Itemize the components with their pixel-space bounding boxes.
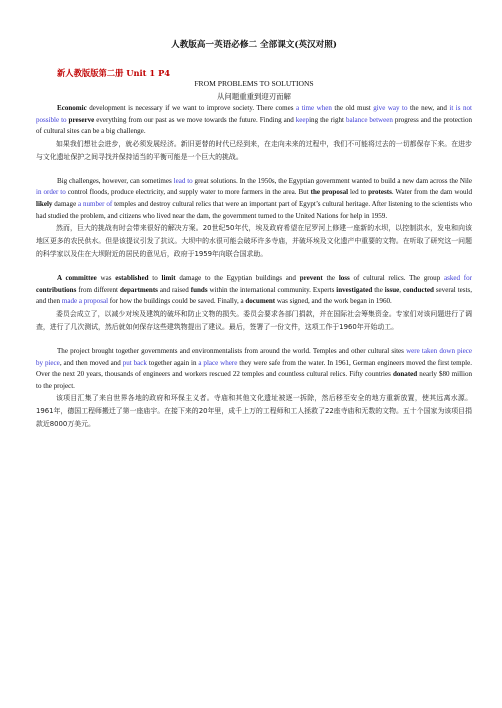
text-run: Big challenges, however, can sometimes <box>57 176 174 185</box>
paragraph-3-chinese: 委员会成立了，以减少对埃及建筑的破坏和防止文物的损失。委员会要求各部门捐款，并在国际社会筹集资金。专家们对该问题进行了调查，进行了几次测试，然后就如何保存这些建筑物提出了建议。最后，签署了一份文件，这项工作于1960年开始动工。 <box>36 309 472 331</box>
paragraph-3-english <box>36 273 472 308</box>
text-run: was <box>96 274 116 283</box>
bold-term: funds <box>190 285 208 294</box>
highlighted-phrase: lead to <box>173 176 193 185</box>
text-run: led to <box>348 188 369 197</box>
bold-term: Economic <box>57 104 87 112</box>
document-title: 人教版高一英语必修二 全部课文(英汉对照) <box>171 40 337 50</box>
text-run: progress and the protection of cultural sites can be a big challenge. <box>36 115 473 136</box>
text-run: control floods, produce electricity, and supply water to more farmers in the area. But <box>65 188 311 197</box>
text-run: the <box>372 285 385 294</box>
highlighted-phrase: balance between <box>345 115 393 124</box>
text-run: nearly $80 million to the project. <box>36 370 472 390</box>
bold-term: issue <box>384 285 400 294</box>
text-run: was signed, and the work began in 1960. <box>275 297 392 306</box>
bold-term: document <box>245 297 276 306</box>
text-run: , <box>399 285 403 294</box>
text-run: , and then moved and <box>59 358 123 367</box>
text-run: The project brought together governments and environmentalists from around the world. Temples and other cultural sites <box>57 346 407 355</box>
text-run: temples and destroy cultural relics that were an important part of Egypt’s cultural heritage. After listening to the scientists who had studied the problem, and citizens who lived near the dam, the government turned to the United Nations for help in 1959. <box>36 199 472 220</box>
highlighted-phrase: were taken down piece by piece <box>36 346 472 367</box>
paragraph-4-english <box>36 346 472 392</box>
bold-term: conducted <box>402 285 434 294</box>
text-run: damage <box>52 199 79 208</box>
bold-term: contributions <box>36 285 77 294</box>
highlighted-phrase: a time when <box>295 104 332 112</box>
highlighted-phrase: keep <box>295 115 310 124</box>
text-run: damage to the Egyptian buildings and <box>175 274 300 283</box>
text-run: from different <box>76 285 120 294</box>
paragraph-4-chinese: 该项目汇集了来自世界各地的政府和环保主义者。寺庙和其他文化遗址被逐一拆除，然后移至安全的地方重新放置，使其远离水源。1961年，德国工程师搬迁了第一座庙宇。在接下来的20年里，成千上万的工程师和工人拯救了22座寺庙和无数的文物。五十个国家为该项目捐款近8000万美元。 <box>36 394 472 429</box>
bold-term: departments <box>119 285 158 294</box>
paragraph-2-chinese: 然而，巨大的挑战有时会带来很好的解决方案。20世纪50年代，埃及政府希望在尼罗河上修建一座新的水坝，以控制洪水，发电和向该地区更多的农民供水。但是该提议引发了抗议。大坝中的水很可能会破坏许多寺庙，并破坏埃及文化遗产中重要的文物。在听取了研究这一问题的科学家以及住在大坝附近的居民的意见后，政府于1959年向联合国求助。 <box>36 224 472 259</box>
text-run: . Water from the dam would <box>391 188 472 197</box>
text-run: ing the right <box>309 115 346 124</box>
highlighted-phrase: it is not possible to <box>36 104 472 124</box>
text-run: the new, and <box>407 104 450 112</box>
highlighted-phrase: a number of <box>78 199 113 208</box>
highlighted-phrase: give way to <box>373 104 408 112</box>
text-run: the old must <box>331 104 374 112</box>
text-run: for how the buildings could be saved. Finally, a <box>108 297 246 306</box>
bold-term: the proposal <box>310 188 349 197</box>
text-run: of cultural relics. The group <box>349 274 444 283</box>
text-run: development is necessary if we want to improve society. There comes <box>86 104 296 112</box>
document-page <box>36 0 472 431</box>
text-run: within the international community. Experts <box>207 285 337 294</box>
text-run: and raised <box>157 285 191 294</box>
text-run: great solutions. In the 1950s, the Egyptian government wanted to build a new dam across the Nile <box>192 176 472 185</box>
text-run: to <box>148 274 162 283</box>
bold-term: investigated <box>336 285 373 294</box>
bold-term: protests <box>368 188 392 197</box>
text-run: everything from our past as we move towards the future. Finding and <box>94 115 296 124</box>
highlighted-phrase: put back <box>122 358 147 367</box>
highlighted-phrase: made a proposal <box>61 297 109 306</box>
bold-term: preserve <box>68 115 95 124</box>
bold-term: limit <box>161 274 176 283</box>
text-run: they were safe from the water. In 1961, German engineers moved the first temple. Over the next 20 years, thousands of engineers and workers rescued 22 temples and countless cultural relics. Fifty countries <box>36 358 472 379</box>
bold-term: established <box>115 274 149 283</box>
unit-heading: 新人教版版第二册 Unit 1 P4 <box>57 68 171 78</box>
bold-term: loss <box>338 274 350 283</box>
bold-term: donated <box>392 370 418 379</box>
paragraph-2-english <box>36 176 472 222</box>
paragraph-1-english <box>36 103 472 138</box>
text-run: the <box>322 274 339 283</box>
highlighted-phrase: asked for <box>443 274 472 283</box>
lesson-title-english: FROM PROBLEMS TO SOLUTIONS <box>194 79 314 88</box>
bold-term: prevent <box>299 274 323 283</box>
text-run: together again in <box>146 358 199 367</box>
text-run: several tests, and then <box>36 285 472 306</box>
highlighted-phrase: in order to <box>36 188 66 197</box>
bold-term: A committee <box>57 274 97 283</box>
highlighted-phrase: a place where <box>198 358 238 367</box>
lesson-title-chinese: 从问题重重到迎刃而解 <box>217 92 291 101</box>
bold-term: likely <box>36 199 53 208</box>
paragraph-1-chinese: 如果我们想社会进步，就必须发展经济。新旧更替的时代已经到来，在走向未来的过程中，我们不可能将过去的一切都保存下来。在进步与文化遗址保护之间寻找并保持适当的平衡可能是一个巨大的挑战。 <box>36 139 472 161</box>
